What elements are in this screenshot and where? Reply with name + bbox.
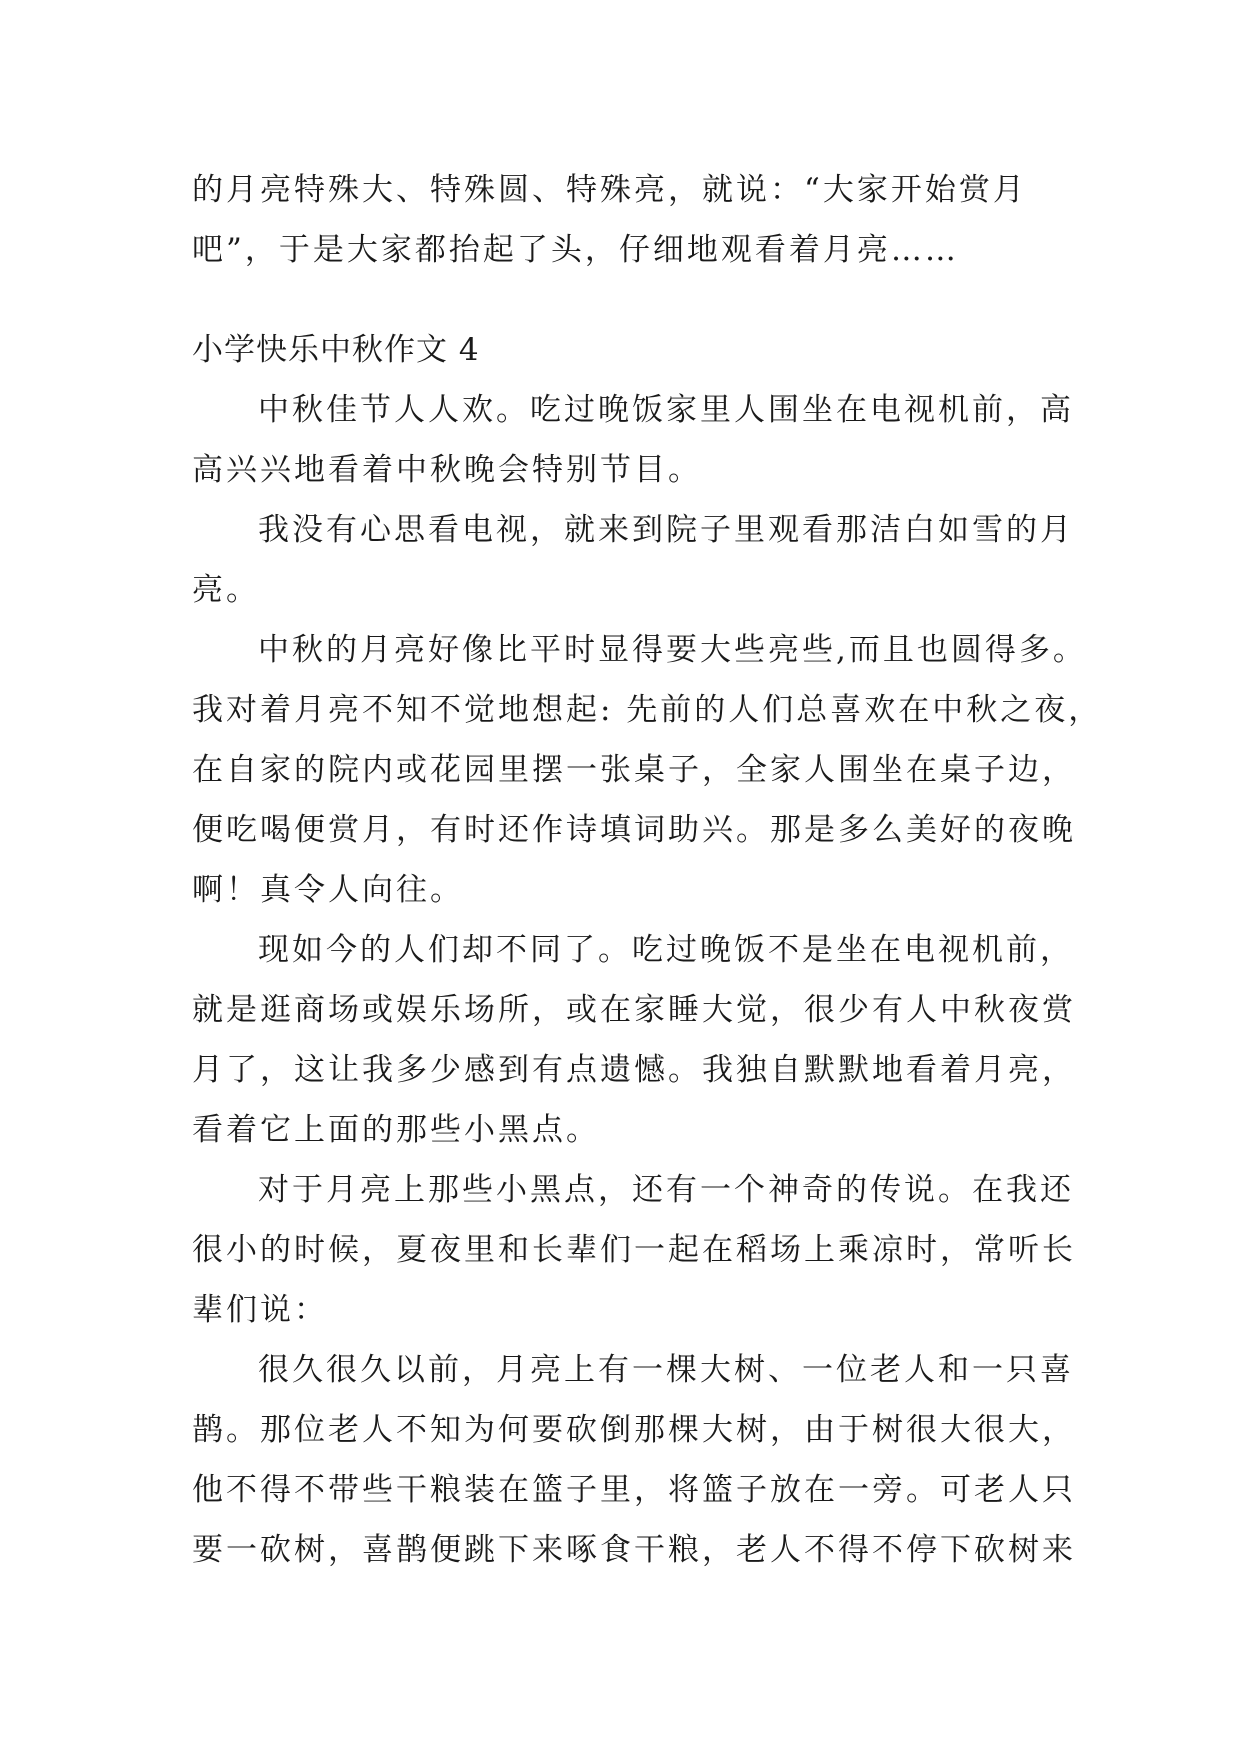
- text-line: 啊！真令人向往。: [192, 872, 464, 908]
- paragraph-3: [192, 620, 1103, 920]
- section-gap: [192, 280, 1052, 320]
- text-line: 我没有心思看电视，就来到院子里观看那洁白如雪的月: [258, 512, 1074, 548]
- paragraph-2: [192, 500, 1074, 620]
- text-line: 便吃喝便赏月，有时还作诗填词助兴。那是多么美好的夜晚: [192, 812, 1076, 848]
- paragraph-6: [192, 1340, 1076, 1580]
- document-body: [192, 160, 1103, 1580]
- continuation-paragraph: [192, 160, 1052, 280]
- text-line: 亮。: [192, 572, 260, 608]
- text-line: 吧”，于是大家都抬起了头，仔细地观看着月亮……: [192, 232, 959, 268]
- section-heading: 小学快乐中秋作文 4: [192, 332, 480, 368]
- text-line: 很久很久以前，月亮上有一棵大树、一位老人和一只喜: [258, 1352, 1074, 1388]
- paragraph-4: [192, 920, 1076, 1160]
- text-line: 他不得不带些干粮装在篮子里，将篮子放在一旁。可老人只: [192, 1472, 1076, 1508]
- paragraph-5: [192, 1160, 1076, 1340]
- text-line: 月了，这让我多少感到有点遗憾。我独自默默地看着月亮，: [192, 1052, 1076, 1088]
- text-line: 就是逛商场或娱乐场所，或在家睡大觉，很少有人中秋夜赏: [192, 992, 1076, 1028]
- text-line: 现如今的人们却不同了。吃过晚饭不是坐在电视机前，: [258, 932, 1074, 968]
- text-line: 中秋佳节人人欢。吃过晚饭家里人围坐在电视机前，高: [258, 392, 1074, 428]
- text-line: 中秋的月亮好像比平时显得要大些亮些,而且也圆得多。: [258, 632, 1087, 668]
- text-line: 我对着月亮不知不觉地想起: 先前的人们总喜欢在中秋之夜，: [192, 692, 1103, 728]
- paragraph-1: [192, 380, 1074, 500]
- text-line: 看着它上面的那些小黑点。: [192, 1112, 600, 1148]
- text-line: 的月亮特殊大、特殊圆、特殊亮，就说：“大家开始赏月: [192, 172, 1027, 208]
- text-line: 要一砍树，喜鹊便跳下来啄食干粮，老人不得不停下砍树来: [192, 1532, 1076, 1568]
- text-line: 在自家的院内或花园里摆一张桌子，全家人围坐在桌子边，: [192, 752, 1076, 788]
- text-line: 辈们说：: [192, 1292, 328, 1328]
- text-line: 对于月亮上那些小黑点，还有一个神奇的传说。在我还: [258, 1172, 1074, 1208]
- text-line: 很小的时候，夏夜里和长辈们一起在稻场上乘凉时，常听长: [192, 1232, 1076, 1268]
- text-line: 高兴兴地看着中秋晚会特别节目。: [192, 452, 702, 488]
- text-line: 鹊。那位老人不知为何要砍倒那棵大树，由于树很大很大，: [192, 1412, 1076, 1448]
